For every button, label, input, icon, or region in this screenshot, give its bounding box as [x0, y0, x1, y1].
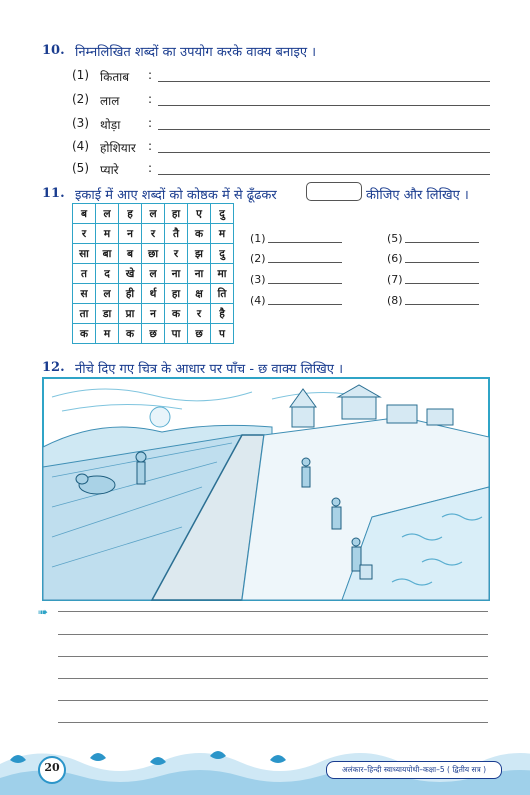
answer-number: (3): [250, 273, 266, 286]
grid-cell[interactable]: छा: [142, 244, 165, 264]
answer-line[interactable]: [268, 304, 342, 305]
grid-cell[interactable]: प्रा: [119, 304, 142, 324]
grid-cell[interactable]: पा: [165, 324, 188, 344]
answer-blank-3: [250, 273, 350, 287]
item-colon: :: [148, 116, 153, 130]
blank-answer-box[interactable]: [306, 182, 362, 201]
grid-cell[interactable]: र: [188, 304, 211, 324]
q10-item-5: [72, 161, 490, 177]
grid-cell[interactable]: ना: [165, 264, 188, 284]
grid-cell[interactable]: ना: [188, 264, 211, 284]
grid-cell[interactable]: तै: [165, 224, 188, 244]
item-word: होशियार: [100, 141, 136, 155]
grid-cell[interactable]: खे: [119, 264, 142, 284]
grid-cell[interactable]: ह: [119, 204, 142, 224]
grid-cell[interactable]: ल: [96, 284, 119, 304]
answer-number: (6): [387, 252, 403, 265]
item-word: प्यारे: [100, 163, 119, 177]
q11-instruction-end: कीजिए और लिखिए ।: [366, 188, 469, 203]
grid-cell[interactable]: दु: [211, 244, 234, 264]
q12-instruction: नीचे दिए गए चित्र के आधार पर पाँच - छ वाक्य लिखिए ।: [75, 362, 344, 377]
answer-line[interactable]: [158, 129, 490, 130]
grid-cell[interactable]: ता: [73, 304, 96, 324]
grid-cell[interactable]: र: [142, 224, 165, 244]
answer-blank-8: [387, 294, 487, 308]
q11-instruction-start: इकाई में आए शब्दों को कोष्ठक में से ढूँढकर: [75, 188, 277, 203]
footer-book-title: अलंकार–हिन्दी स्वाध्यायपोथी–कक्षा–5 ( द्वितीय सत्र ): [326, 761, 502, 779]
grid-cell[interactable]: छ: [142, 324, 165, 344]
page-number: 20: [44, 761, 60, 774]
item-number: (3): [72, 116, 89, 130]
q10-item-2: [72, 92, 490, 108]
grid-cell[interactable]: ल: [96, 204, 119, 224]
item-number: (1): [72, 68, 89, 82]
answer-blank-1: [250, 232, 350, 246]
q10-instruction: निम्नलिखित शब्दों का उपयोग करके वाक्य बनाइए ।: [75, 45, 317, 60]
answer-line[interactable]: [405, 262, 479, 263]
answer-line[interactable]: [268, 262, 342, 263]
answer-blank-7: [387, 273, 487, 287]
item-colon: :: [148, 139, 153, 153]
answer-line[interactable]: [405, 242, 479, 243]
grid-cell[interactable]: म: [96, 224, 119, 244]
grid-cell[interactable]: मा: [211, 264, 234, 284]
writing-line-3[interactable]: [58, 656, 488, 657]
answer-line[interactable]: [158, 174, 490, 175]
answer-number: (4): [250, 294, 266, 307]
answer-number: (1): [250, 232, 266, 245]
q10-item-4: [72, 139, 490, 155]
grid-cell[interactable]: न: [119, 224, 142, 244]
answer-line[interactable]: [268, 242, 342, 243]
grid-cell[interactable]: र: [73, 224, 96, 244]
answer-blank-2: [250, 252, 350, 266]
word-search-grid: [72, 203, 234, 344]
grid-cell[interactable]: ल: [142, 204, 165, 224]
grid-cell[interactable]: र: [165, 244, 188, 264]
answer-line[interactable]: [268, 283, 342, 284]
grid-cell[interactable]: हा: [165, 284, 188, 304]
answer-line[interactable]: [405, 283, 479, 284]
writing-line-2[interactable]: [58, 634, 488, 635]
item-colon: :: [148, 161, 153, 175]
answer-line[interactable]: [158, 81, 490, 82]
item-word: लाल: [100, 94, 120, 108]
answer-number: (7): [387, 273, 403, 286]
grid-cell[interactable]: हा: [165, 204, 188, 224]
grid-cell[interactable]: त: [73, 264, 96, 284]
answer-number: (5): [387, 232, 403, 245]
item-number: (2): [72, 92, 89, 106]
item-word: थोड़ा: [100, 118, 121, 132]
village-scene-illustration: [42, 377, 490, 601]
answer-line[interactable]: [405, 304, 479, 305]
grid-cell[interactable]: है: [211, 304, 234, 324]
grid-cell[interactable]: क: [165, 304, 188, 324]
grid-cell[interactable]: बा: [96, 244, 119, 264]
answer-blank-4: [250, 294, 350, 308]
grid-cell[interactable]: क: [188, 224, 211, 244]
writing-line-5[interactable]: [58, 700, 488, 701]
grid-cell[interactable]: ब: [119, 244, 142, 264]
answer-line[interactable]: [158, 152, 490, 153]
q12-number: 12.: [42, 360, 65, 375]
writing-line-4[interactable]: [58, 678, 488, 679]
grid-cell[interactable]: म: [96, 324, 119, 344]
grid-cell[interactable]: क्ष: [188, 284, 211, 304]
q10-item-1: [72, 68, 490, 84]
writing-line-6[interactable]: [58, 722, 488, 723]
grid-cell[interactable]: झ: [188, 244, 211, 264]
arrow-marker: ➠: [38, 605, 49, 619]
answer-blank-5: [387, 232, 487, 246]
grid-cell[interactable]: ल: [142, 264, 165, 284]
grid-cell[interactable]: स: [73, 284, 96, 304]
grid-cell[interactable]: क: [119, 324, 142, 344]
item-number: (5): [72, 161, 89, 175]
item-colon: :: [148, 68, 153, 82]
q10-item-3: [72, 116, 490, 132]
grid-cell[interactable]: न: [142, 304, 165, 324]
writing-line-1[interactable]: [58, 611, 488, 612]
answer-number: (8): [387, 294, 403, 307]
answer-blank-6: [387, 252, 487, 266]
answer-line[interactable]: [158, 105, 490, 106]
item-word: किताब: [100, 70, 130, 84]
grid-cell[interactable]: ब: [73, 204, 96, 224]
grid-cell[interactable]: डा: [96, 304, 119, 324]
q11-number: 11.: [42, 186, 65, 201]
grid-cell[interactable]: म: [211, 224, 234, 244]
grid-cell[interactable]: प: [211, 324, 234, 344]
answer-number: (2): [250, 252, 266, 265]
grid-cell[interactable]: ए: [188, 204, 211, 224]
grid-cell[interactable]: द: [96, 264, 119, 284]
grid-cell[interactable]: ही: [119, 284, 142, 304]
grid-cell[interactable]: छ: [188, 324, 211, 344]
grid-cell[interactable]: र्थ: [142, 284, 165, 304]
grid-cell[interactable]: दु: [211, 204, 234, 224]
grid-cell[interactable]: सा: [73, 244, 96, 264]
grid-cell[interactable]: क: [73, 324, 96, 344]
q10-number: 10.: [42, 43, 65, 58]
item-colon: :: [148, 92, 153, 106]
item-number: (4): [72, 139, 89, 153]
grid-cell[interactable]: ति: [211, 284, 234, 304]
